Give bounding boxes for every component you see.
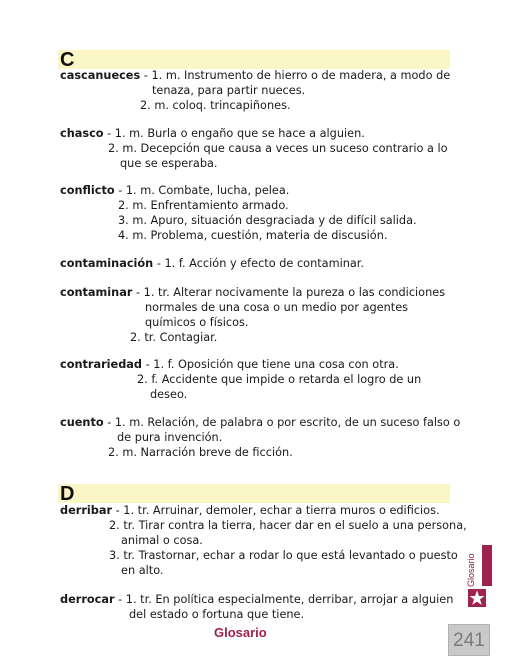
definition-line: - 1. tr. Alterar nocivamente la pureza o las condiciones [136, 286, 446, 299]
entry-term: chasco [60, 127, 104, 140]
definition-line: animal o cosa. [121, 534, 203, 547]
glossary-entry [60, 415, 460, 430]
entry-term: derribar [60, 504, 113, 517]
definition-line: 2. m. Narración breve de ficción. [108, 446, 293, 459]
page-number: 241 [453, 630, 485, 651]
definition-line: del estado o fortuna que tiene. [129, 608, 305, 621]
definition-line: - 1. f. Acción y efecto de contaminar. [156, 257, 365, 270]
definition-line: 3. tr. Trastornar, echar a rodar lo que está levantado o puesto [109, 549, 458, 562]
definition-line: - 1. m. Instrumento de hierro o de madera, a modo de [143, 69, 451, 82]
definition-line: 4. m. Problema, cuestión, materia de discusión. [118, 229, 388, 242]
definition-line: 2. m. coloq. trincapiñones. [140, 99, 291, 112]
definition-line: 2. m. Decepción que causa a veces un suceso contrario a lo [108, 142, 448, 155]
definition-line: - 1. m. Combate, lucha, pelea. [118, 184, 290, 197]
definition-line: - 1. f. Oposición que tiene una cosa con otra. [145, 358, 399, 371]
definition-line: de pura invención. [117, 431, 223, 444]
entry-term: contrariedad [60, 358, 142, 371]
definition-line: 2. tr. Tirar contra la tierra, hacer dar en el suelo a una persona, [109, 519, 467, 532]
definition-line: que se esperaba. [120, 157, 218, 170]
definition-line: normales de una cosa o un medio por agentes [145, 301, 409, 314]
glossary-entry [60, 285, 445, 300]
definition-line: en alto. [121, 564, 164, 577]
entry-term: contaminar [60, 286, 133, 299]
definition-line: 3. m. Apuro, situación desgraciada y de difícil salida. [118, 214, 417, 227]
definition-line: 2. m. Enfrentamiento armado. [118, 199, 289, 212]
definition-line: 2. tr. Contagiar. [130, 331, 218, 344]
side-tab-label: Glosario [466, 553, 476, 587]
definition-line: - 1. tr. En política especialmente, derribar, arrojar a alguien [118, 593, 454, 606]
section-letter-c: C [60, 49, 75, 71]
definition-line: deseo. [150, 388, 188, 401]
glossary-entry [60, 357, 399, 372]
glossary-entry [60, 126, 365, 141]
section-c-bar [58, 50, 450, 69]
entry-term: cascanueces [60, 69, 141, 82]
glosario-side-tab [482, 545, 492, 586]
section-letter-d: D [60, 483, 75, 505]
star-icon [468, 589, 486, 607]
definition-line: químicos o físicos. [145, 316, 249, 329]
entry-term: contaminación [60, 257, 154, 270]
glossary-entry [60, 68, 450, 83]
section-d-bar [58, 484, 450, 503]
definition-line: - 1. tr. Arruinar, demoler, echar a tierra muros o edificios. [115, 504, 440, 517]
definition-line: - 1. m. Relación, de palabra o por escrito, de un suceso falso o [107, 416, 461, 429]
footer-title: Glosario [214, 625, 267, 640]
glossary-entry [60, 592, 453, 607]
definition-line: - 1. m. Burla o engaño que se hace a alguien. [107, 127, 365, 140]
definition-line: tenaza, para partir nueces. [152, 84, 306, 97]
entry-term: derrocar [60, 593, 115, 606]
page-number-box [448, 624, 490, 656]
glossary-entry [60, 503, 440, 518]
entry-term: conflicto [60, 184, 115, 197]
glossary-entry [60, 183, 289, 198]
definition-line: 2. f. Accidente que impide o retarda el logro de un [137, 373, 422, 386]
entry-term: cuento [60, 416, 104, 429]
glossary-entry [60, 256, 364, 271]
